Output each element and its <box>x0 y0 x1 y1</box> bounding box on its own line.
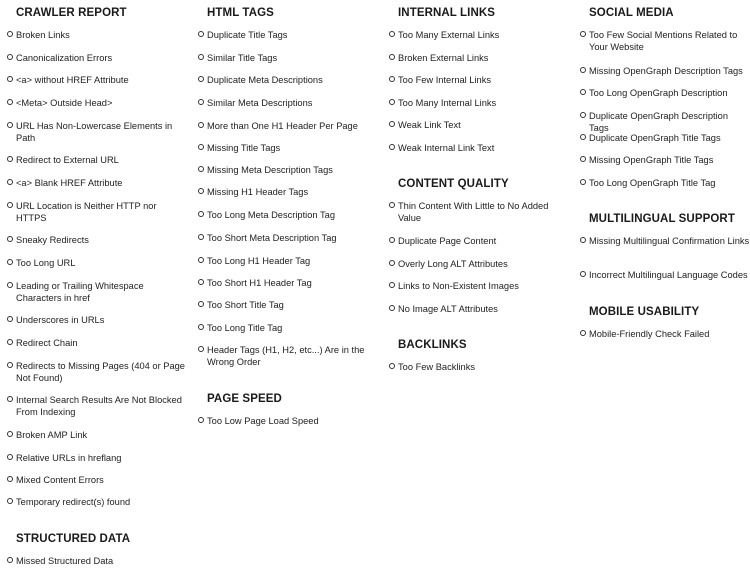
list-item-label: Missing Meta Description Tags <box>207 165 333 175</box>
circle-bullet-icon <box>580 156 586 162</box>
list-item-label: URL Has Non-Lowercase Elements in Path <box>16 121 173 143</box>
list-item-label: Weak Link Text <box>398 120 461 130</box>
list-item-label: Missing Title Tags <box>207 143 281 153</box>
circle-bullet-icon <box>389 202 395 208</box>
circle-bullet-icon <box>198 188 204 194</box>
circle-bullet-icon <box>389 144 395 150</box>
list-item-label: No Image ALT Attributes <box>398 304 498 314</box>
list-item <box>198 277 378 289</box>
list-item-label: Mobile-Friendly Check Failed <box>589 329 710 339</box>
circle-bullet-icon <box>7 557 13 563</box>
list-item <box>7 177 187 189</box>
circle-bullet-icon <box>7 316 13 322</box>
list-item <box>580 132 750 144</box>
list-item-label: Broken External Links <box>398 53 489 63</box>
circle-bullet-icon <box>580 112 586 118</box>
circle-bullet-icon <box>580 134 586 140</box>
list-item-label: Temporary redirect(s) found <box>16 497 131 507</box>
section-title: CRAWLER REPORT <box>16 7 127 19</box>
list-item-label: Incorrect Multilingual Language Codes <box>589 270 748 280</box>
circle-bullet-icon <box>389 282 395 288</box>
list-item-label: Too Long Title Tag <box>207 323 283 333</box>
list-item <box>7 200 187 224</box>
section-title: MOBILE USABILITY <box>589 306 700 318</box>
list-item <box>7 154 187 166</box>
list-item <box>389 52 569 64</box>
list-item <box>389 74 569 86</box>
list-item-label: Redirect to External URL <box>16 155 119 165</box>
circle-bullet-icon <box>580 330 586 336</box>
list-item-label: Duplicate Page Content <box>398 236 497 246</box>
circle-bullet-icon <box>198 166 204 172</box>
section-title: MULTILINGUAL SUPPORT <box>589 213 735 225</box>
list-item <box>198 209 378 221</box>
list-item-label: Too Few Social Mentions Related to Your Website <box>589 30 738 52</box>
list-item-label: Duplicate OpenGraph Title Tags <box>589 133 721 143</box>
list-item-label: Too Many External Links <box>398 30 500 40</box>
list-item-label: Broken Links <box>16 30 70 40</box>
list-item-label: Header Tags (H1, H2, etc...) Are in the Wrong Order <box>207 345 365 367</box>
circle-bullet-icon <box>198 54 204 60</box>
circle-bullet-icon <box>7 156 13 162</box>
list-item-label: <a> without HREF Attribute <box>16 75 129 85</box>
list-item <box>7 452 187 464</box>
list-item <box>198 74 378 86</box>
list-item <box>198 415 378 427</box>
list-item-label: Weak Internal Link Text <box>398 143 495 153</box>
list-item-label: Underscores in URLs <box>16 315 105 325</box>
list-item-label: <a> Blank HREF Attribute <box>16 178 123 188</box>
list-item-label: Redirects to Missing Pages (404 or Page Not Found) <box>16 361 185 383</box>
list-item-label: Too Few Internal Links <box>398 75 492 85</box>
list-item <box>7 474 187 486</box>
list-item-label: Overly Long ALT Attributes <box>398 259 508 269</box>
section-title: SOCIAL MEDIA <box>589 7 674 19</box>
list-item-label: Relative URLs in hreflang <box>16 453 122 463</box>
list-item <box>580 65 750 77</box>
list-item-label: Mixed Content Errors <box>16 475 104 485</box>
circle-bullet-icon <box>198 417 204 423</box>
list-item-label: Broken AMP Link <box>16 430 88 440</box>
circle-bullet-icon <box>198 76 204 82</box>
list-item <box>580 154 750 166</box>
list-item-label: Too Low Page Load Speed <box>207 416 319 426</box>
circle-bullet-icon <box>198 122 204 128</box>
list-item <box>7 29 187 41</box>
list-item-label: Leading or Trailing Whitespace Characters in href <box>16 281 144 303</box>
list-item-label: Missing OpenGraph Description Tags <box>589 66 743 76</box>
list-item-label: Too Short Meta Description Tag <box>207 233 337 243</box>
list-item <box>389 280 569 292</box>
list-item <box>198 255 378 267</box>
circle-bullet-icon <box>198 211 204 217</box>
list-item <box>389 235 569 247</box>
list-item-label: <Meta> Outside Head> <box>16 98 113 108</box>
circle-bullet-icon <box>580 271 586 277</box>
list-item <box>198 120 378 132</box>
list-item-label: Too Many Internal Links <box>398 98 497 108</box>
circle-bullet-icon <box>7 498 13 504</box>
circle-bullet-icon <box>580 179 586 185</box>
list-item <box>580 269 750 281</box>
list-item <box>198 232 378 244</box>
circle-bullet-icon <box>7 236 13 242</box>
circle-bullet-icon <box>389 99 395 105</box>
circle-bullet-icon <box>198 324 204 330</box>
circle-bullet-icon <box>7 76 13 82</box>
list-item <box>389 200 569 224</box>
circle-bullet-icon <box>389 260 395 266</box>
list-item-label: Redirect Chain <box>16 338 78 348</box>
list-item-label: Missing OpenGraph Title Tags <box>589 155 714 165</box>
list-item-label: Similar Meta Descriptions <box>207 98 313 108</box>
list-item <box>389 119 569 131</box>
list-item <box>198 164 378 176</box>
list-item <box>580 177 750 189</box>
list-item <box>7 394 187 418</box>
section-title: STRUCTURED DATA <box>16 533 131 545</box>
list-item <box>7 314 187 326</box>
list-item-label: Canonicalization Errors <box>16 53 113 63</box>
circle-bullet-icon <box>198 144 204 150</box>
list-item <box>7 234 187 246</box>
circle-bullet-icon <box>7 476 13 482</box>
list-item-label: Duplicate Title Tags <box>207 30 288 40</box>
list-item <box>7 496 187 508</box>
list-item-label: Sneaky Redirects <box>16 235 89 245</box>
list-item <box>580 110 750 134</box>
list-item <box>7 257 187 269</box>
circle-bullet-icon <box>389 76 395 82</box>
circle-bullet-icon <box>7 179 13 185</box>
list-item <box>198 186 378 198</box>
circle-bullet-icon <box>389 54 395 60</box>
circle-bullet-icon <box>7 31 13 37</box>
list-item <box>198 322 378 334</box>
section-title: HTML TAGS <box>207 7 274 19</box>
list-item <box>198 142 378 154</box>
list-item <box>389 258 569 270</box>
list-item <box>198 299 378 311</box>
list-item-label: Thin Content With Little to No Added Value <box>398 201 549 223</box>
list-item-label: Too Long OpenGraph Description <box>589 88 728 98</box>
list-item-label: Too Long URL <box>16 258 76 268</box>
circle-bullet-icon <box>7 431 13 437</box>
list-item-label: Too Long H1 Header Tag <box>207 256 311 266</box>
circle-bullet-icon <box>7 259 13 265</box>
list-item-label: Too Few Backlinks <box>398 362 475 372</box>
circle-bullet-icon <box>580 67 586 73</box>
circle-bullet-icon <box>7 202 13 208</box>
circle-bullet-icon <box>198 257 204 263</box>
circle-bullet-icon <box>580 31 586 37</box>
section-title: CONTENT QUALITY <box>398 178 509 190</box>
circle-bullet-icon <box>7 454 13 460</box>
list-item <box>580 328 750 340</box>
list-item-label: Similar Title Tags <box>207 53 278 63</box>
list-item <box>198 344 378 368</box>
list-item-label: Too Long Meta Description Tag <box>207 210 335 220</box>
list-item <box>389 29 569 41</box>
list-item-label: More than One H1 Header Per Page <box>207 121 358 131</box>
list-item-label: Missed Structured Data <box>16 556 114 566</box>
circle-bullet-icon <box>198 31 204 37</box>
list-item <box>198 29 378 41</box>
list-item <box>580 87 750 99</box>
circle-bullet-icon <box>7 99 13 105</box>
list-item-label: Internal Search Results Are Not Blocked From Indexing <box>16 395 182 417</box>
circle-bullet-icon <box>389 363 395 369</box>
section-title: BACKLINKS <box>398 339 467 351</box>
list-item-label: Too Short H1 Header Tag <box>207 278 312 288</box>
section-title: INTERNAL LINKS <box>398 7 496 19</box>
circle-bullet-icon <box>389 121 395 127</box>
circle-bullet-icon <box>7 282 13 288</box>
list-item <box>389 142 569 154</box>
list-item <box>7 120 187 144</box>
circle-bullet-icon <box>7 396 13 402</box>
list-item <box>7 74 187 86</box>
list-item <box>580 29 750 53</box>
list-item <box>7 555 187 567</box>
circle-bullet-icon <box>389 237 395 243</box>
circle-bullet-icon <box>7 122 13 128</box>
list-item-label: URL Location is Neither HTTP nor HTTPS <box>16 201 157 223</box>
circle-bullet-icon <box>7 339 13 345</box>
list-item <box>198 52 378 64</box>
list-item-label: Too Long OpenGraph Title Tag <box>589 178 716 188</box>
circle-bullet-icon <box>580 237 586 243</box>
circle-bullet-icon <box>580 89 586 95</box>
circle-bullet-icon <box>198 234 204 240</box>
list-item-label: Duplicate Meta Descriptions <box>207 75 323 85</box>
list-item <box>389 361 569 373</box>
list-item <box>389 303 569 315</box>
list-item <box>7 52 187 64</box>
list-item <box>198 97 378 109</box>
circle-bullet-icon <box>198 346 204 352</box>
circle-bullet-icon <box>7 54 13 60</box>
circle-bullet-icon <box>198 99 204 105</box>
list-item <box>7 429 187 441</box>
list-item-label: Links to Non-Existent Images <box>398 281 519 291</box>
circle-bullet-icon <box>198 301 204 307</box>
circle-bullet-icon <box>198 279 204 285</box>
list-item <box>580 235 750 247</box>
list-item <box>389 97 569 109</box>
list-item <box>7 97 187 109</box>
list-item-label: Too Short Title Tag <box>207 300 284 310</box>
circle-bullet-icon <box>7 362 13 368</box>
list-item-label: Duplicate OpenGraph Description Tags <box>589 111 729 133</box>
list-item-label: Missing H1 Header Tags <box>207 187 309 197</box>
list-item-label: Missing Multilingual Confirmation Links <box>589 236 750 246</box>
list-item <box>7 280 187 304</box>
circle-bullet-icon <box>389 305 395 311</box>
list-item <box>7 337 187 349</box>
section-title: PAGE SPEED <box>207 393 282 405</box>
list-item <box>7 360 187 384</box>
circle-bullet-icon <box>389 31 395 37</box>
